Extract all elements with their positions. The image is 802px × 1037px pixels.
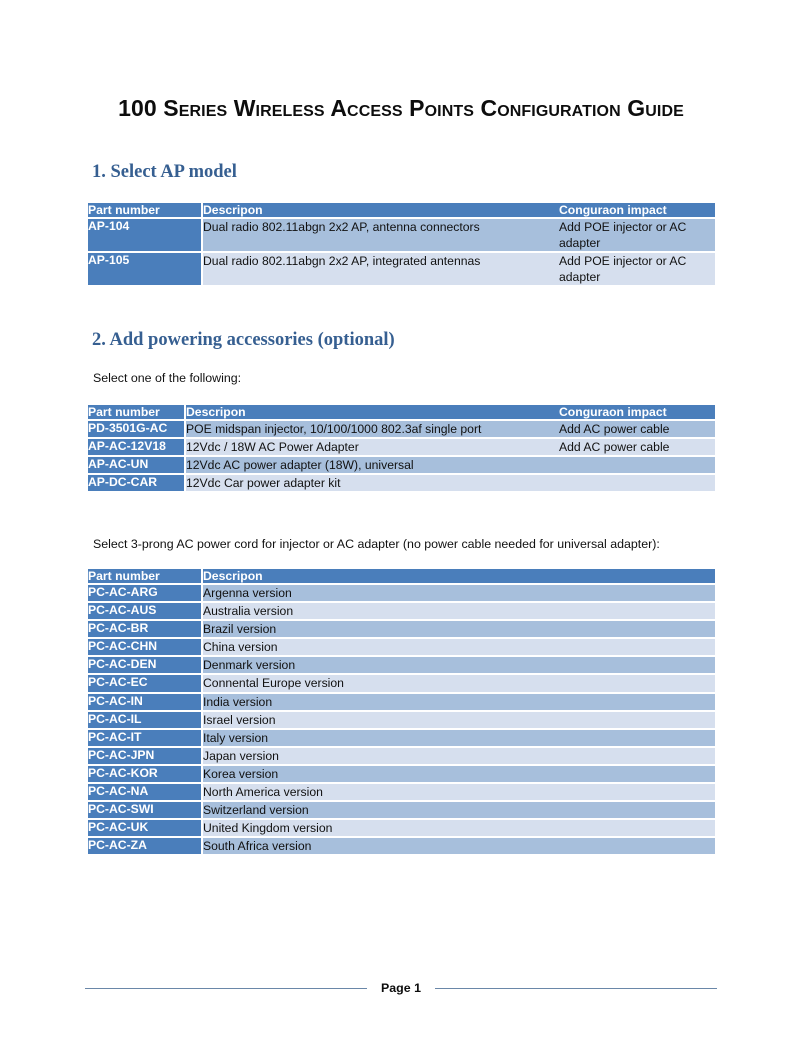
power-cord-table [88,569,715,856]
cell-description: 12Vdc AC power adapter (18W), universal [186,457,559,475]
cell-part-number: PC-AC-UK [88,820,203,838]
cell-part-number: AP-105 [88,253,203,287]
cell-configuration-impact [559,475,715,493]
column-header-configuration-impact: Conguraon impact [559,405,715,421]
powering-accessories-table [88,405,715,493]
table-row [88,748,715,766]
footer-rule-right [435,988,717,989]
paragraph-select-one: Select one of the following: [93,371,242,385]
table-row [88,457,715,475]
column-header-description: Descripon [203,203,559,219]
cell-description: Argenna version [203,585,715,603]
cell-description: Switzerland version [203,802,715,820]
cell-part-number: AP-AC-12V18 [88,439,186,457]
table-header-row [88,569,715,585]
cell-part-number: PC-AC-ARG [88,585,203,603]
column-header-part-number: Part number [88,203,203,219]
cell-part-number: PC-AC-AUS [88,603,203,621]
table-row [88,838,715,856]
cell-description: Japan version [203,748,715,766]
cell-configuration-impact: Add AC power cable [559,439,715,457]
column-header-part-number: Part number [88,405,186,421]
cell-part-number: PC-AC-IN [88,694,203,712]
cell-part-number: PC-AC-KOR [88,766,203,784]
ap-model-table [88,203,715,287]
cell-part-number: PC-AC-JPN [88,748,203,766]
cell-description: Dual radio 802.11abgn 2x2 AP, antenna connectors [203,219,559,253]
table-row [88,603,715,621]
cell-description: Korea version [203,766,715,784]
cell-description: Connental Europe version [203,675,715,693]
document-title: 100 Series Wireless Access Points Configuration Guide [118,95,684,121]
cell-part-number: PC-AC-IL [88,712,203,730]
cell-part-number: PC-AC-ZA [88,838,203,856]
table-row [88,253,715,287]
cell-description: 12Vdc / 18W AC Power Adapter [186,439,559,457]
cell-part-number: AP-104 [88,219,203,253]
cell-configuration-impact: Add POE injector or AC adapter [559,253,715,287]
cell-description: Italy version [203,730,715,748]
cell-part-number: PC-AC-EC [88,675,203,693]
column-header-part-number: Part number [88,569,203,585]
cell-configuration-impact [559,457,715,475]
cell-part-number: AP-DC-CAR [88,475,186,493]
paragraph-select-power-cord: Select 3-prong AC power cord for injector or AC adapter (no power cable needed for universal adapter): [93,537,660,551]
cell-configuration-impact: Add POE injector or AC adapter [559,219,715,253]
cell-part-number: PC-AC-BR [88,621,203,639]
table-row [88,712,715,730]
cell-part-number: PC-AC-DEN [88,657,203,675]
table-row [88,639,715,657]
cell-description: India version [203,694,715,712]
page-footer [85,981,717,995]
cell-description: Dual radio 802.11abgn 2x2 AP, integrated antennas [203,253,559,287]
column-header-configuration-impact: Conguraon impact [559,203,715,219]
cell-description: POE midspan injector, 10/100/1000 802.3af single port [186,421,559,439]
section-heading-add-powering-accessories: 2. Add powering accessories (optional) [92,330,395,350]
table-row [88,585,715,603]
cell-part-number: PD-3501G-AC [88,421,186,439]
cell-description: China version [203,639,715,657]
cell-part-number: PC-AC-NA [88,784,203,802]
cell-description: Israel version [203,712,715,730]
cell-description: South Africa version [203,838,715,856]
cell-configuration-impact: Add AC power cable [559,421,715,439]
table-row [88,657,715,675]
table-row [88,820,715,838]
cell-description: North America version [203,784,715,802]
cell-part-number: PC-AC-SWI [88,802,203,820]
page-number-label: Page 1 [381,981,421,995]
cell-description: United Kingdom version [203,820,715,838]
cell-part-number: AP-AC-UN [88,457,186,475]
table-row [88,694,715,712]
table-header-row [88,405,715,421]
table-header-row [88,203,715,219]
table-row [88,802,715,820]
column-header-description: Descripon [186,405,559,421]
cell-part-number: PC-AC-CHN [88,639,203,657]
cell-part-number: PC-AC-IT [88,730,203,748]
cell-description: Australia version [203,603,715,621]
table-row [88,766,715,784]
table-row [88,675,715,693]
cell-description: 12Vdc Car power adapter kit [186,475,559,493]
table-row [88,730,715,748]
table-row [88,475,715,493]
section-heading-select-ap-model: 1. Select AP model [92,162,237,182]
table-row [88,219,715,253]
table-row [88,439,715,457]
footer-rule-left [85,988,367,989]
cell-description: Brazil version [203,621,715,639]
table-row [88,421,715,439]
column-header-description: Descripon [203,569,715,585]
table-row [88,621,715,639]
table-row [88,784,715,802]
cell-description: Denmark version [203,657,715,675]
